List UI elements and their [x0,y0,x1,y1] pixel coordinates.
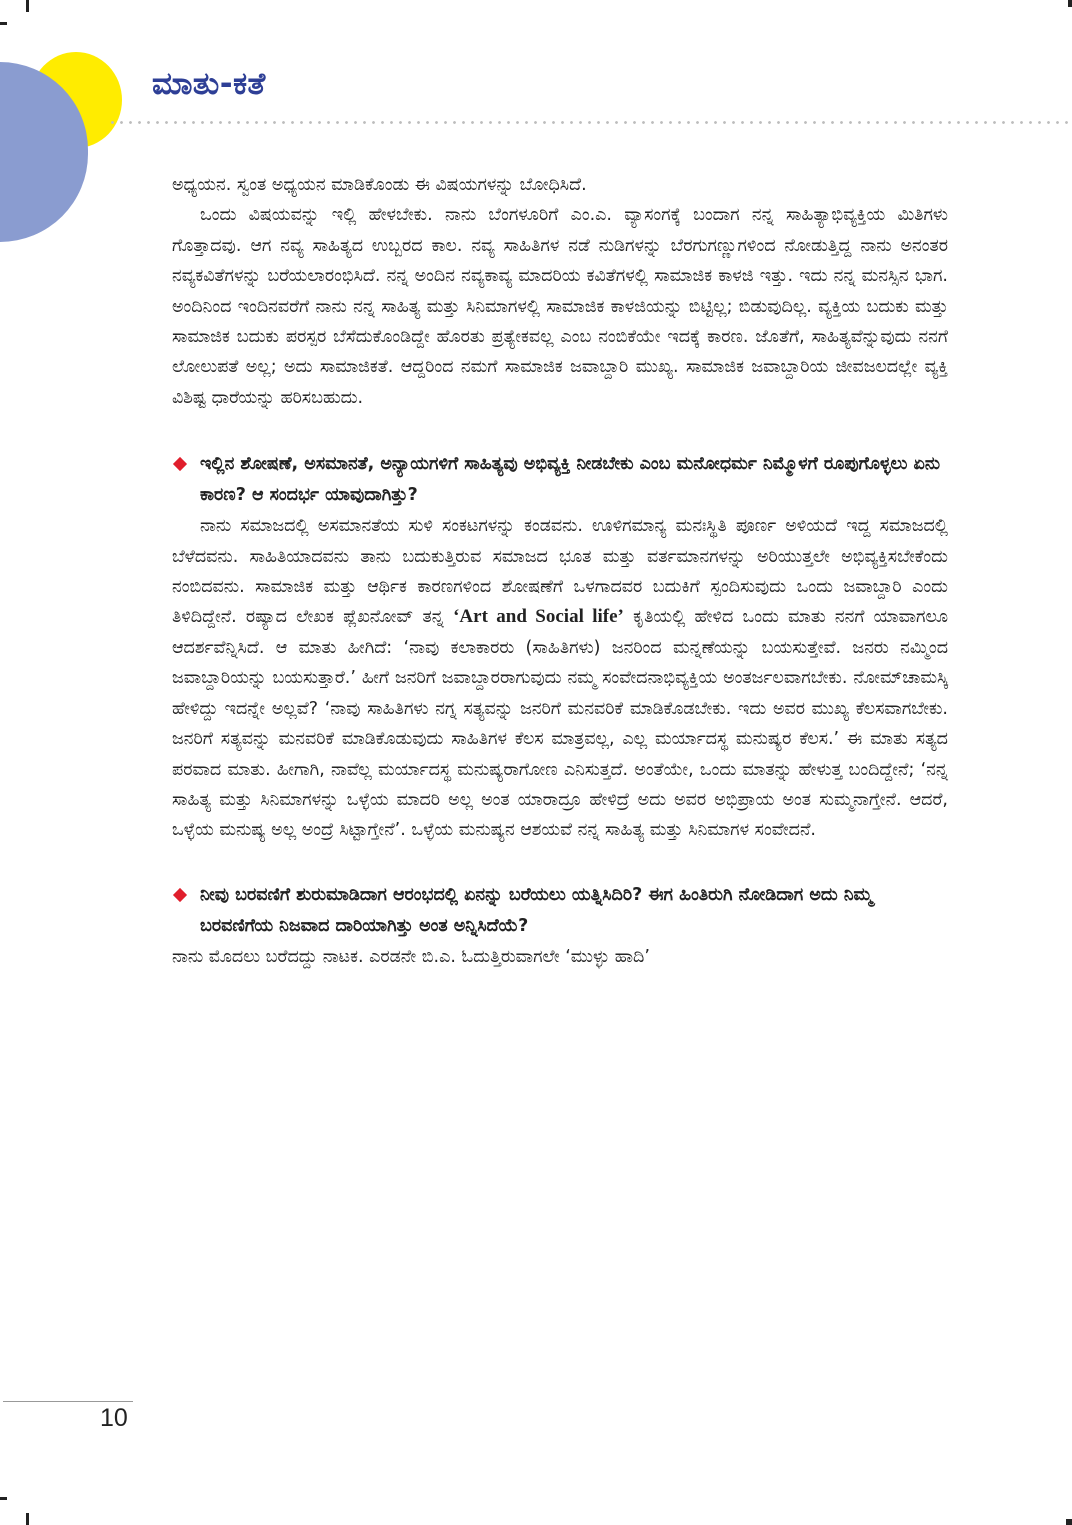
paragraph: ಅಧ್ಯಯನ. ಸ್ವಂತ ಅಧ್ಯಯನ ಮಾಡಿಕೊಂಡು ಈ ವಿಷಯಗಳನ್ನು ಬೋಧಿಸಿದೆ. [172,175,587,195]
red-diamond-bullet-icon [173,457,187,471]
answer-text: ನಾನು ಸಮಾಜದಲ್ಲಿ ಅಸಮಾನತೆಯ ಸುಳಿ ಸಂಕಟಗಳನ್ನು ಕಂಡವನು. ಊಳಿಗಮಾನ್ಯ ಮನಃಸ್ಥಿತಿ ಪೂರ್ಣ ಅಳಿಯದೆ ಇದ್ದ ಸಮಾಜದಲ್ಲಿ ಬೆಳೆದವನು. ಸಾಹಿತಿಯಾದವನು ತಾನು ಬದುಕುತ್ತಿರುವ ಸಮಾಜದ ಭೂತ ಮತ್ತು ವರ್ತಮಾನಗಳನ್ನು ಅರಿಯುತ್ತಲೇ ಅಭಿವ್ಯಕ್ತಿಸಬೇಕೆಂದು ನಂಬಿದವನು. ಸಾಮಾಜಿಕ ಮತ್ತು ಆರ್ಥಿಕ ಕಾರಣಗಳಿಂದ ಶೋಷಣೆಗೆ ಒಳಗಾದವರ ಬದುಕಿಗೆ ಸ್ಪಂದಿಸುವುದು ಒಂದು ಜವಾಬ್ದಾರಿ ಎಂದು ತಿಳಿದಿದ್ದೇನೆ. ರಷ್ಯಾದ ಲೇಖಕ ಪ್ಲೆಖನೋವ್ ತನ್ನ [172,516,948,628]
answer-text: ಕೃತಿಯಲ್ಲಿ ಹೇಳಿದ ಒಂದು ಮಾತು ನನಗೆ ಯಾವಾಗಲೂ ಆದರ್ಶವೆನ್ನಿಸಿದೆ. ಆ ಮಾತು ಹೀಗಿದೆ: ‘ನಾವು ಕಲಾಕಾರರು (ಸಾಹಿತಿಗಳು) ಜನರಿಂದ ಮನ್ನಣೆಯನ್ನು ಬಯಸುತ್ತೇವೆ. ಜನರು ನಮ್ಮಿಂದ ಜವಾಬ್ದಾರಿಯನ್ನು ಬಯಸುತ್ತಾರೆ.’ ಹೀಗೆ ಜನರಿಗೆ ಜವಾಬ್ದಾರರಾಗುವುದು ನಮ್ಮ ಸಂವೇದನಾಭಿವ್ಯಕ್ತಿಯ ಅಂತರ್ಜಲವಾಗಬೇಕು. ನೋಮ್‌ಚಾಮಸ್ಕಿ ಹೇಳಿದ್ದು ಇದನ್ನೇ ಅಲ್ಲವೆ? ‘ನಾವು ಸಾಹಿತಿಗಳು ನಗ್ನ ಸತ್ಯವನ್ನು ಜನರಿಗೆ ಮನವರಿಕೆ ಮಾಡಿಕೊಡಬೇಕು. ಇದು ಅವರ ಮುಖ್ಯ ಕೆಲಸವಾಗಬೇಕು. ಜನರಿಗೆ ಸತ್ಯವನ್ನು ಮನವರಿಕೆ ಮಾಡಿಕೊಡುವುದು ಸಾಹಿತಿಗಳ ಕೆಲಸ ಮಾತ್ರವಲ್ಲ, ಎಲ್ಲ ಮರ್ಯಾದಸ್ಥ ಮನುಷ್ಯರ ಕೆಲಸ.’ ಈ ಮಾತು ಸತ್ಯದ ಪರವಾದ ಮಾತು. ಹೀಗಾಗಿ, ನಾವೆಲ್ಲ ಮರ್ಯಾದಸ್ಥ ಮನುಷ್ಯರಾಗೋಣ ಎನಿಸುತ್ತದೆ. ಅಂತೆಯೇ, ಒಂದು ಮಾತನ್ನು ಹೇಳುತ್ತ ಬಂದಿದ್ದೇನೆ; ‘ನನ್ನ ಸಾಹಿತ್ಯ ಮತ್ತು ಸಿನಿಮಾಗಳನ್ನು ಒಳ್ಳೆಯ ಮಾದರಿ ಅಲ್ಲ ಅಂತ ಯಾರಾದ್ರೂ ಹೇಳಿದ್ರೆ ಅದು ಅವರ ಅಭಿಪ್ರಾಯ ಅಂತ ಸುಮ್ಮನಾಗ್ತೇನೆ. ಆದರೆ, ಒಳ್ಳೆಯ ಮನುಷ್ಯ ಅಲ್ಲ ಅಂದ್ರೆ ಸಿಟ್ಟಾಗ್ತೇನೆ’. ಒಳ್ಳೆಯ ಮನುಷ್ಯನ ಆಶಯವೆ ನನ್ನ ಸಾಹಿತ್ಯ ಮತ್ತು ಸಿನಿಮಾಗಳ ಸಂವೇದನೆ. [172,607,948,841]
question-text: ನೀವು ಬರವಣಿಗೆ ಶುರುಮಾಡಿದಾಗ ಆರಂಭದಲ್ಲಿ ಏನನ್ನು ಬರೆಯಲು ಯತ್ನಿಸಿದಿರಿ? ಈಗ ಹಿಂತಿರುಗಿ ನೋಡಿದಾಗ ಅದು ನಿಮ್ಮ ಬರವಣಿಗೆಯ ನಿಜವಾದ ದಾರಿಯಾಗಿತ್ತು ಅಂತ ಅನ್ನಿಸಿದೆಯೆ? [200,884,873,936]
crop-mark [1068,0,1072,7]
book-title: ‘Art and Social life’ [453,606,624,628]
section-title: ಮಾತು-ಕತೆ [152,66,266,102]
article-body [172,170,948,972]
interview-question [172,449,948,511]
paragraph: ಒಂದು ವಿಷಯವನ್ನು ಇಲ್ಲಿ ಹೇಳಬೇಕು. ನಾನು ಬೆಂಗಳೂರಿಗೆ ಎಂ.ಎ. ವ್ಯಾಸಂಗಕ್ಕೆ ಬಂದಾಗ ನನ್ನ ಸಾಹಿತ್ಯಾಭಿವ್ಯಕ್ತಿಯ ಮಿತಿಗಳು ಗೊತ್ತಾದವು. ಆಗ ನವ್ಯ ಸಾಹಿತ್ಯದ ಉಬ್ಬರದ ಕಾಲ. ನವ್ಯ ಸಾಹಿತಿಗಳ ನಡೆ ನುಡಿಗಳನ್ನು ಬೆರಗುಗಣ್ಣುಗಳಿಂದ ನೋಡುತ್ತಿದ್ದ ನಾನು ಅನಂತರ ನವ್ಯಕವಿತೆಗಳನ್ನು ಬರೆಯಲಾರಂಭಿಸಿದೆ. ನನ್ನ ಅಂದಿನ ನವ್ಯಕಾವ್ಯ ಮಾದರಿಯ ಕವಿತೆಗಳಲ್ಲಿ ಸಾಮಾಜಿಕ ಕಾಳಜಿ ಇತ್ತು. ಇದು ನನ್ನ ಮನಸ್ಸಿನ ಭಾಗ. ಅಂದಿನಿಂದ ಇಂದಿನವರೆಗೆ ನಾನು ನನ್ನ ಸಾಹಿತ್ಯ ಮತ್ತು ಸಿನಿಮಾಗಳಲ್ಲಿ ಸಾಮಾಜಿಕ ಕಾಳಜಿಯನ್ನು ಬಿಟ್ಟಿಲ್ಲ; ಬಿಡುವುದಿಲ್ಲ. ವ್ಯಕ್ತಿಯ ಬದುಕು ಮತ್ತು ಸಾಮಾಜಿಕ ಬದುಕು ಪರಸ್ಪರ ಬೆಸೆದುಕೊಂಡಿದ್ದೇ ಹೊರತು ಪ್ರತ್ಯೇಕವಲ್ಲ ಎಂಬ ನಂಬಿಕೆಯೇ ಇದಕ್ಕೆ ಕಾರಣ. ಜೊತೆಗೆ, ಸಾಹಿತ್ಯವೆನ್ನುವುದು ನನಗೆ ಲೋಲುಪತೆ ಅಲ್ಲ; ಅದು ಸಾಮಾಜಿಕತೆ. ಆದ್ದರಿಂದ ನಮಗೆ ಸಾಮಾಜಿಕ ಜವಾಬ್ದಾರಿ ಮುಖ್ಯ. ಸಾಮಾಜಿಕ ಜವಾಬ್ದಾರಿಯ ಜೀವಜಲದಲ್ಲೇ ವ್ಯಕ್ತಿ ವಿಶಿಷ್ಟ ಧಾರೆಯನ್ನು ಹರಿಸಬಹುದು. [172,205,948,408]
answer-paragraph [172,511,948,845]
red-diamond-bullet-icon [173,888,187,902]
crop-mark [0,1497,7,1500]
crop-mark [1066,1519,1072,1525]
interview-question [172,880,948,942]
crop-mark [0,22,7,25]
page-number: 10 [100,1404,128,1432]
crop-mark [26,0,29,12]
footer-rule [3,1401,133,1402]
answer-paragraph: ನಾನು ಮೊದಲು ಬರೆದದ್ದು ನಾಟಕ. ಎರಡನೇ ಬಿ.ಎ. ಓದುತ್ತಿರುವಾಗಲೇ ‘ಮುಳ್ಳು ಹಾದಿ’ [172,946,650,967]
question-text: ಇಲ್ಲಿನ ಶೋಷಣೆ, ಅಸಮಾನತೆ, ಅನ್ಯಾಯಗಳಿಗೆ ಸಾಹಿತ್ಯವು ಅಭಿವ್ಯಕ್ತಿ ನೀಡಬೇಕು ಎಂಬ ಮನೋಧರ್ಮ ನಿಮ್ಮೊಳಗೆ ರೂಪುಗೊಳ್ಳಲು ಏನು ಕಾರಣ? ಆ ಸಂದರ್ಭ ಯಾವುದಾಗಿತ್ತು? [200,454,941,506]
dotted-divider [108,121,1068,124]
crop-mark [26,1513,29,1525]
